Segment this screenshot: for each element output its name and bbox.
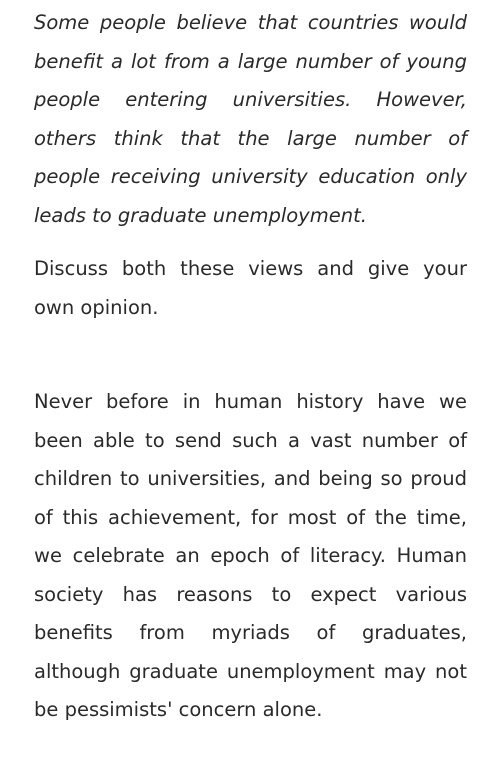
essay-paragraph-1: Never before in human history have we been able to send such a vast number of children to universities, and being so proud of this achievement, for most of the time, we celebrate an epoch of literacy. Human society has reasons to expect various benefits from myriads of graduates, although graduate unemployment may not be pessimists' concern alone. bbox=[34, 390, 467, 721]
essay-prompt: Some people believe that countries would benefit a lot from a large number of young people entering universities. However, others think that the large number of people receiving university education only leads to graduate unemployment. bbox=[34, 11, 467, 227]
essay-instruction: Discuss both these views and give your own opinion. bbox=[34, 257, 467, 319]
document-page bbox=[34, 0, 467, 730]
